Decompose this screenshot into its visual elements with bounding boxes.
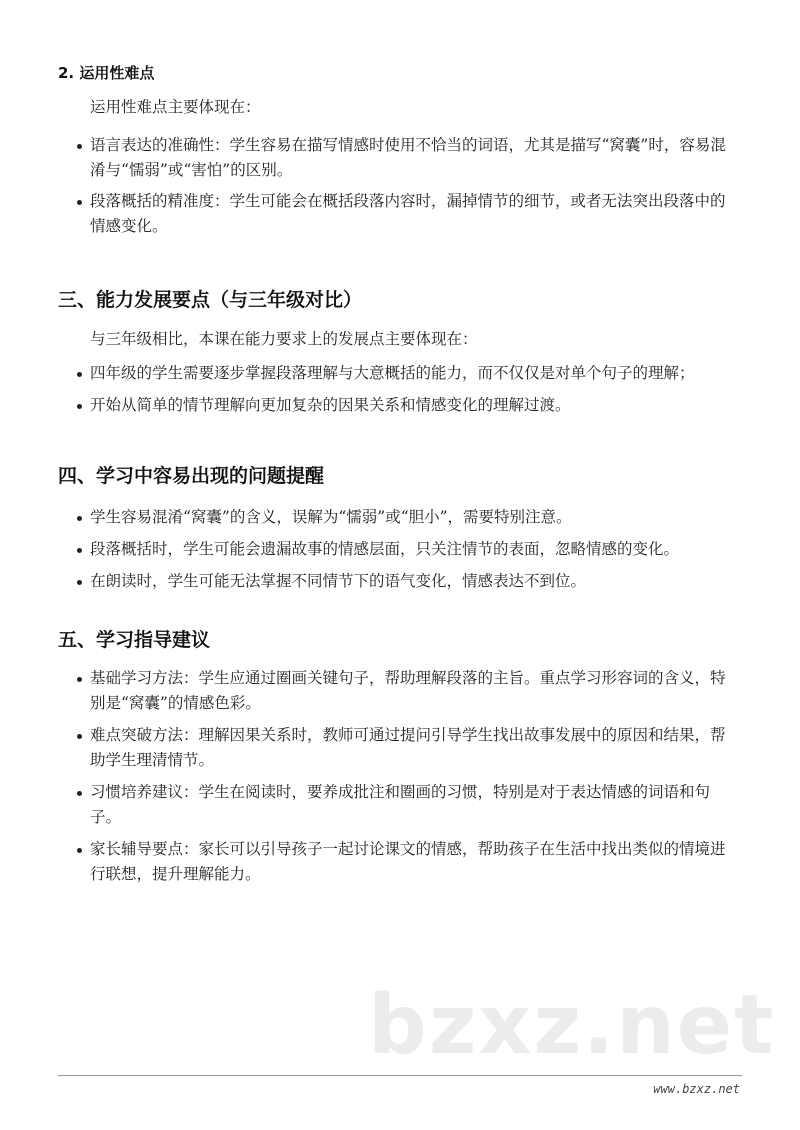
section-intro: 运用性难点主要体现在： (90, 98, 261, 116)
bullet-icon (77, 516, 82, 521)
bullet-icon (77, 548, 82, 553)
bullet-icon (77, 404, 82, 409)
list-item: 习惯培养建议：学生在阅读时，要养成批注和圈画的习惯，特别是对于表达情感的词语和句子。 (0, 780, 740, 830)
bullet-icon (77, 580, 82, 585)
list-item: 家长辅导要点：家长可以引导孩子一起讨论课文的情感，帮助孩子在生活中找出类似的情境进行联想，提升理解能力。 (0, 837, 740, 887)
list-item: 基础学习方法：学生应通过圈画关键句子，帮助理解段落的主旨。重点学习形容词的含义，特别是“窝囊”的情感色彩。 (0, 666, 740, 716)
bullet-list (0, 361, 760, 418)
section-heading: 三、能力发展要点（与三年级对比） (58, 289, 363, 311)
section-heading: 2. 运用性难点 (58, 64, 155, 82)
footer-url: www.bzxz.net (653, 1082, 740, 1096)
section-heading: 五、学习指导建议 (58, 629, 211, 651)
list-item: 在朗读时，学生可能无法掌握不同情节下的语气变化，情感表达不到位。 (0, 569, 740, 594)
bullet-icon (77, 144, 82, 149)
bullet-list (0, 666, 760, 887)
list-item: 学生容易混淆“窝囊”的含义，误解为“懦弱”或“胆小”，需要特别注意。 (0, 505, 740, 530)
footer-divider (58, 1075, 742, 1076)
bullet-list (0, 133, 760, 239)
list-item: 段落概括的精准度：学生可能会在概括段落内容时，漏掉情节的细节，或者无法突出段落中的情感变化。 (0, 189, 740, 239)
bullet-icon (77, 200, 82, 205)
section-intro: 与三年级相比，本课在能力要求上的发展点主要体现在： (90, 330, 478, 348)
bullet-icon (77, 791, 82, 796)
bullet-icon (77, 848, 82, 853)
bullet-list (0, 505, 760, 594)
bullet-icon (77, 677, 82, 682)
bullet-icon (77, 734, 82, 739)
list-item: 四年级的学生需要逐步掌握段落理解与大意概括的能力，而不仅仅是对单个句子的理解； (0, 361, 740, 386)
list-item: 语言表达的准确性：学生容易在描写情感时使用不恰当的词语，尤其是描写“窝囊”时，容易混淆与“懦弱”或“害怕”的区别。 (0, 133, 740, 183)
list-item: 段落概括时，学生可能会遗漏故事的情感层面，只关注情节的表面，忽略情感的变化。 (0, 537, 740, 562)
section-heading: 四、学习中容易出现的问题提醒 (58, 465, 325, 487)
list-item: 开始从简单的情节理解向更加复杂的因果关系和情感变化的理解过渡。 (0, 393, 740, 418)
watermark: bzxz.net (368, 978, 776, 1073)
list-item: 难点突破方法：理解因果关系时，教师可通过提问引导学生找出故事发展中的原因和结果，帮助学生理清情节。 (0, 723, 740, 773)
bullet-icon (77, 372, 82, 377)
